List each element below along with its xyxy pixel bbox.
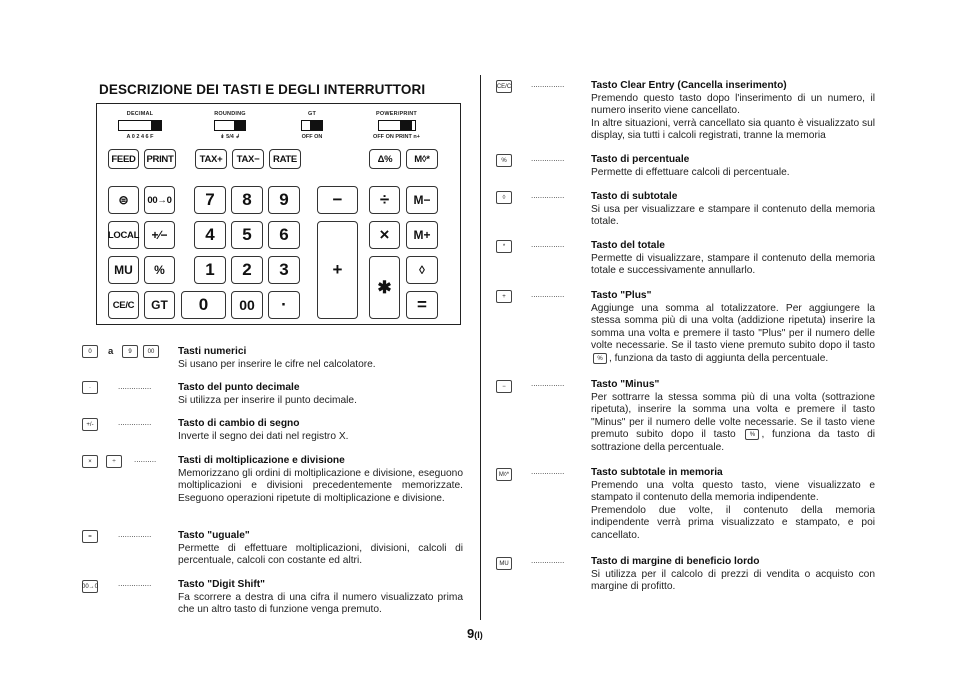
sign-change-key[interactable]: +∕− bbox=[144, 221, 175, 249]
power-print-switch[interactable]: POWER/PRINT OFF ON PRINT n+ bbox=[373, 111, 420, 140]
memory-plus-key[interactable]: M+ bbox=[406, 221, 438, 249]
memory-minus-key[interactable]: M− bbox=[406, 186, 438, 214]
percent-inline-icon: % bbox=[593, 353, 607, 364]
rounding-switch[interactable]: ROUNDING ↡ 5/4 ↲ bbox=[214, 111, 246, 140]
key-0[interactable]: 0 bbox=[181, 291, 226, 319]
total-key[interactable]: ✱ bbox=[369, 256, 400, 319]
plus-key[interactable]: + bbox=[317, 221, 358, 319]
key-6[interactable]: 6 bbox=[268, 221, 300, 249]
decimal-point-key[interactable]: · bbox=[268, 291, 300, 319]
page-number: 9(I) bbox=[467, 626, 483, 641]
memory-subtotal-icon: M◊* bbox=[496, 468, 512, 481]
key-9[interactable]: 9 bbox=[268, 186, 300, 214]
tax-plus-key[interactable]: TAX+ bbox=[195, 149, 227, 169]
total-icon: * bbox=[496, 240, 512, 253]
percent-icon: % bbox=[496, 154, 512, 167]
key-2[interactable]: 2 bbox=[231, 256, 263, 284]
key-00[interactable]: 00 bbox=[231, 291, 263, 319]
decimal-point-icon: · bbox=[82, 381, 98, 394]
key-1[interactable]: 1 bbox=[194, 256, 226, 284]
subtotal-icon: ◊ bbox=[496, 191, 512, 204]
digit-shift-key[interactable]: 00→0 bbox=[144, 186, 175, 214]
key-8[interactable]: 8 bbox=[231, 186, 263, 214]
markup-icon: MU bbox=[496, 557, 512, 570]
minus-icon: − bbox=[496, 380, 512, 393]
memory-subtotal-key[interactable]: M◊* bbox=[406, 149, 438, 169]
mu-key[interactable]: MU bbox=[108, 256, 139, 284]
sign-change-icon: +/- bbox=[82, 418, 98, 431]
plus-icon: + bbox=[496, 290, 512, 303]
multiply-icon: × bbox=[82, 455, 98, 468]
key-3[interactable]: 3 bbox=[268, 256, 300, 284]
tax-minus-key[interactable]: TAX− bbox=[232, 149, 264, 169]
key-0-icon: 0 bbox=[82, 345, 98, 358]
key-7[interactable]: 7 bbox=[194, 186, 226, 214]
delta-percent-key[interactable]: Δ% bbox=[369, 149, 401, 169]
subtotal-key[interactable]: ◊ bbox=[406, 256, 438, 284]
print-key[interactable]: PRINT bbox=[144, 149, 176, 169]
gt-switch[interactable]: GT OFF ON bbox=[301, 111, 323, 140]
percent-key[interactable]: % bbox=[144, 256, 175, 284]
calculator-panel bbox=[96, 103, 461, 325]
key-4[interactable]: 4 bbox=[194, 221, 226, 249]
equals-icon: = bbox=[82, 530, 98, 543]
feed-key[interactable]: FEED bbox=[108, 149, 139, 169]
divide-key[interactable]: ÷ bbox=[369, 186, 400, 214]
clear-entry-icon: CE/C bbox=[496, 80, 512, 93]
equals-key[interactable]: = bbox=[406, 291, 438, 319]
key-00-icon: 00 bbox=[143, 345, 159, 358]
key-5[interactable]: 5 bbox=[231, 221, 263, 249]
multiply-key[interactable]: × bbox=[369, 221, 400, 249]
clear-entry-key[interactable]: CE/C bbox=[108, 291, 139, 319]
digit-shift-icon: 00→0 bbox=[82, 580, 98, 593]
local-key[interactable]: LOCAL bbox=[108, 221, 139, 249]
rate-key[interactable]: RATE bbox=[269, 149, 301, 169]
grand-total-key[interactable]: GT bbox=[144, 291, 175, 319]
divide-icon: ÷ bbox=[106, 455, 122, 468]
decimal-switch[interactable]: DECIMAL A 0 2 4 6 F bbox=[115, 111, 165, 140]
key-9-icon: 9 bbox=[122, 345, 138, 358]
minus-key[interactable]: − bbox=[317, 186, 358, 214]
percent-inline-icon: % bbox=[745, 429, 759, 440]
column-divider bbox=[480, 75, 481, 620]
coin-key[interactable]: ⊜ bbox=[108, 186, 139, 214]
page-title: DESCRIZIONE DEI TASTI E DEGLI INTERRUTTORI bbox=[99, 82, 426, 97]
